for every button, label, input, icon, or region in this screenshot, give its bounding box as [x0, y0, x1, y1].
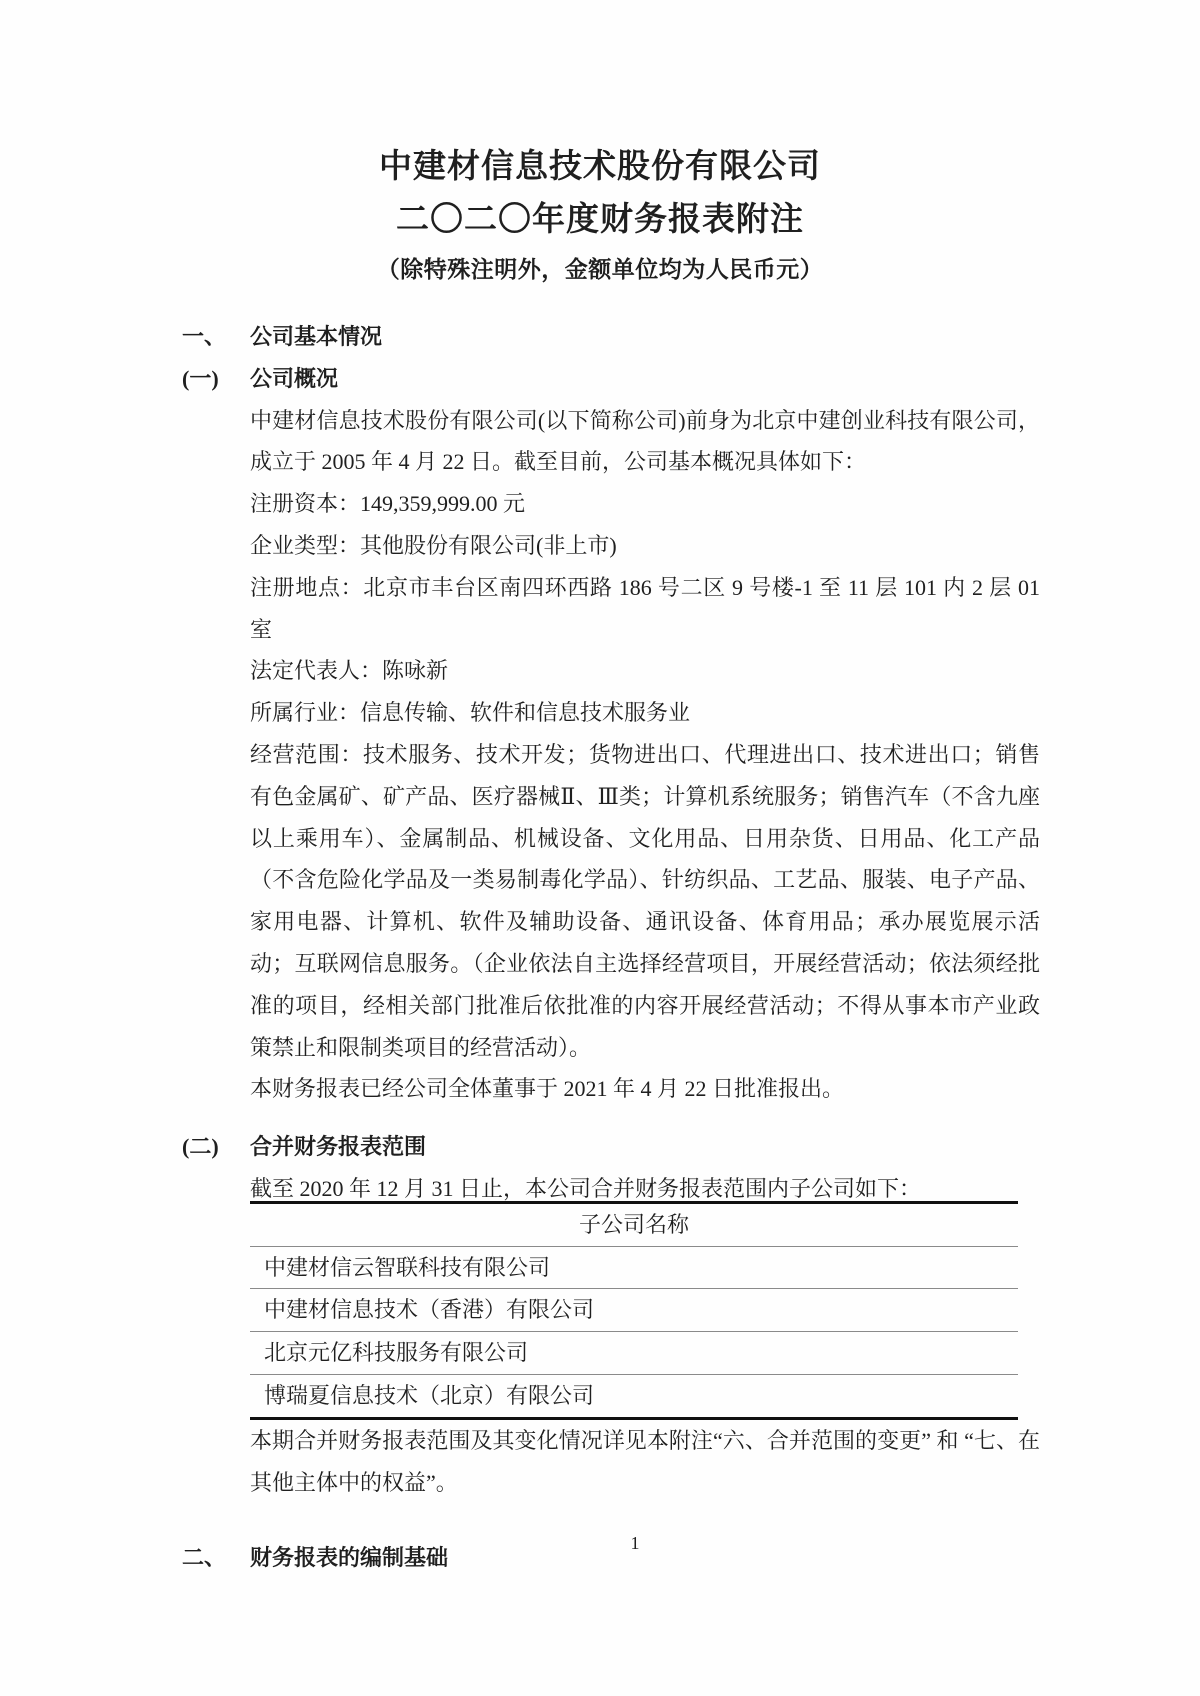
subsection-1-2-heading: [182, 1126, 1040, 1168]
subsidiary-name-cell: 中建材信息技术（香港）有限公司: [250, 1289, 1018, 1332]
page-number: 1: [630, 1533, 640, 1553]
currency-note: （除特殊注明外，金额单位均为人民币元）: [376, 257, 824, 282]
subsidiary-name-cell: 北京元亿科技服务有限公司: [250, 1332, 1018, 1375]
subsidiary-name-cell: 博瑞夏信息技术（北京）有限公司: [250, 1374, 1018, 1418]
scope-change-note: 本期合并财务报表范围及其变化情况详见本附注“六、合并范围的变更” 和 “七、在其他主体中的权益”。: [250, 1427, 1040, 1495]
company-profile-item-registered-address: 注册地点：北京市丰台区南四环西路 186 号二区 9 号楼-1 至 11 层 101 内 2 层 01 室: [250, 574, 1040, 642]
report-title: 二〇二〇年度财务报表附注: [396, 202, 804, 238]
company-title: 中建材信息技术股份有限公司: [379, 149, 821, 185]
company-profile-item-legal-representative: 法定代表人：陈咏新: [250, 658, 449, 684]
subsection-1-2-number: (二): [182, 1134, 219, 1160]
section-1-title: 公司基本情况: [250, 324, 383, 349]
subsection-1-2-title: 合并财务报表范围: [250, 1134, 427, 1160]
subsection-1-1-number: (一): [182, 365, 219, 391]
table-row: [250, 1289, 1018, 1332]
page-footer: [250, 1532, 1020, 1554]
subsection-1-1-heading: [182, 358, 1040, 400]
table-row: [250, 1374, 1018, 1418]
section-1-number: 一、: [182, 324, 227, 349]
table-row: [250, 1332, 1018, 1375]
company-profile-item-registered-capital: 注册资本：149,359,999.00 元: [250, 491, 526, 517]
table-header-subsidiary-name: 子公司名称: [250, 1202, 1018, 1246]
approval-statement: 本财务报表已经公司全体董事于 2021 年 4 月 22 日批准报出。: [250, 1076, 845, 1102]
subsidiary-name-cell: 中建材信云智联科技有限公司: [264, 1254, 551, 1280]
section-1-heading: [182, 316, 1040, 358]
section-2-number: 二、: [182, 1545, 227, 1571]
document-header: [0, 0, 1200, 292]
section-2-title: 财务报表的编制基础: [250, 1545, 449, 1571]
company-profile-item-enterprise-type: 企业类型：其他股份有限公司(非上市): [250, 532, 617, 558]
document-body: [182, 316, 1040, 1579]
subsection-1-1-title: 公司概况: [250, 365, 339, 391]
company-intro-paragraph: 中建材信息技术股份有限公司(以下简称公司)前身为北京中建创业科技有限公司，成立于 2005 年 4 月 22 日。截至目前，公司基本概况具体如下：: [250, 407, 1040, 475]
subsidiaries-table: [250, 1201, 1018, 1420]
table-row: [250, 1246, 1018, 1289]
company-profile-item-industry: 所属行业：信息传输、软件和信息技术服务业: [250, 700, 691, 726]
company-profile-item-business-scope: 经营范围：技术服务、技术开发；货物进出口、代理进出口、技术进出口；销售有色金属矿、矿产品、医疗器械Ⅱ、Ⅲ类；计算机系统服务；销售汽车（不含九座以上乘用车）、金属制品、机械设备、文化用品、日用杂货、日用品、化工产品（不含危险化学品及一类易制毒化学品）、针纺织品、工艺品、服装、电子产品、家用电器、计算机、软件及辅助设备、通讯设备、体育用品；承办展览展示活动；互联网信息服务。（企业依法自主选择经营项目，开展经营活动；依法须经批准的项目，经相关部门批准后依批准的内容开展经营活动；不得从事本市产业政策禁止和限制类项目的经营活动）。: [250, 741, 1040, 1060]
scope-intro-paragraph: 截至 2020 年 12 月 31 日止，本公司合并财务报表范围内子公司如下：: [250, 1175, 922, 1201]
